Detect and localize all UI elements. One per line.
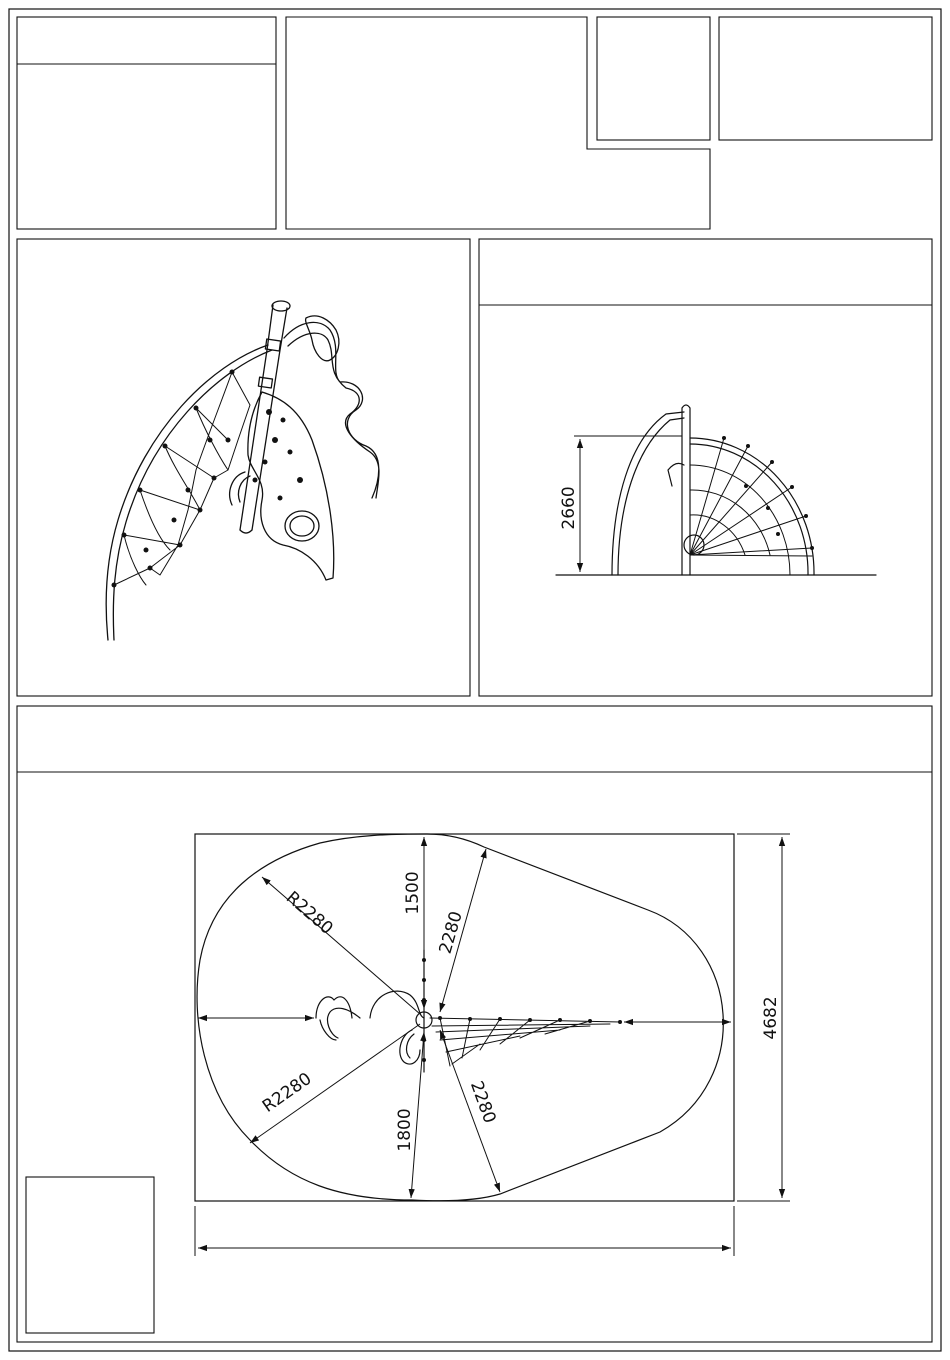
plan-net-joints (422, 958, 622, 1062)
perspective-drawing (106, 301, 379, 640)
title-box-logo (597, 17, 710, 140)
plan-net (430, 1018, 620, 1066)
plan-dimension-labels (259, 871, 781, 1151)
side-view-panel (479, 239, 932, 696)
side-height-label: 2660 (559, 486, 579, 530)
plan-handle (400, 1030, 420, 1064)
title-block (17, 17, 932, 229)
plan-dimensions (195, 834, 790, 1256)
wavy-bar (284, 322, 379, 498)
side-net-rings (690, 465, 790, 575)
title-box-center (286, 17, 710, 229)
post-cap (272, 301, 290, 311)
climbing-panel (248, 392, 334, 580)
label-1500: 1500 (403, 871, 423, 915)
panel-holds (253, 409, 304, 501)
side-net-outer (690, 438, 814, 575)
label-r2280-upper: R2280 (281, 887, 337, 939)
plan-legend-box (26, 1177, 154, 1333)
sheet-border (9, 9, 941, 1351)
title-box-right (719, 17, 932, 140)
title-box-left (17, 17, 276, 229)
label-2280-bottom: 2280 (465, 1078, 500, 1127)
side-height-dimension (574, 436, 682, 575)
label-r2280-lower: R2280 (258, 1068, 316, 1117)
label-4682: 4682 (761, 996, 781, 1040)
label-1800: 1800 (395, 1108, 415, 1152)
side-handle (230, 472, 250, 505)
side-post (682, 405, 690, 575)
perspective-view-panel (17, 239, 470, 696)
label-2280-top: 2280 (435, 909, 467, 957)
arch-tube-outer (106, 345, 268, 640)
side-view-drawing (556, 405, 876, 575)
